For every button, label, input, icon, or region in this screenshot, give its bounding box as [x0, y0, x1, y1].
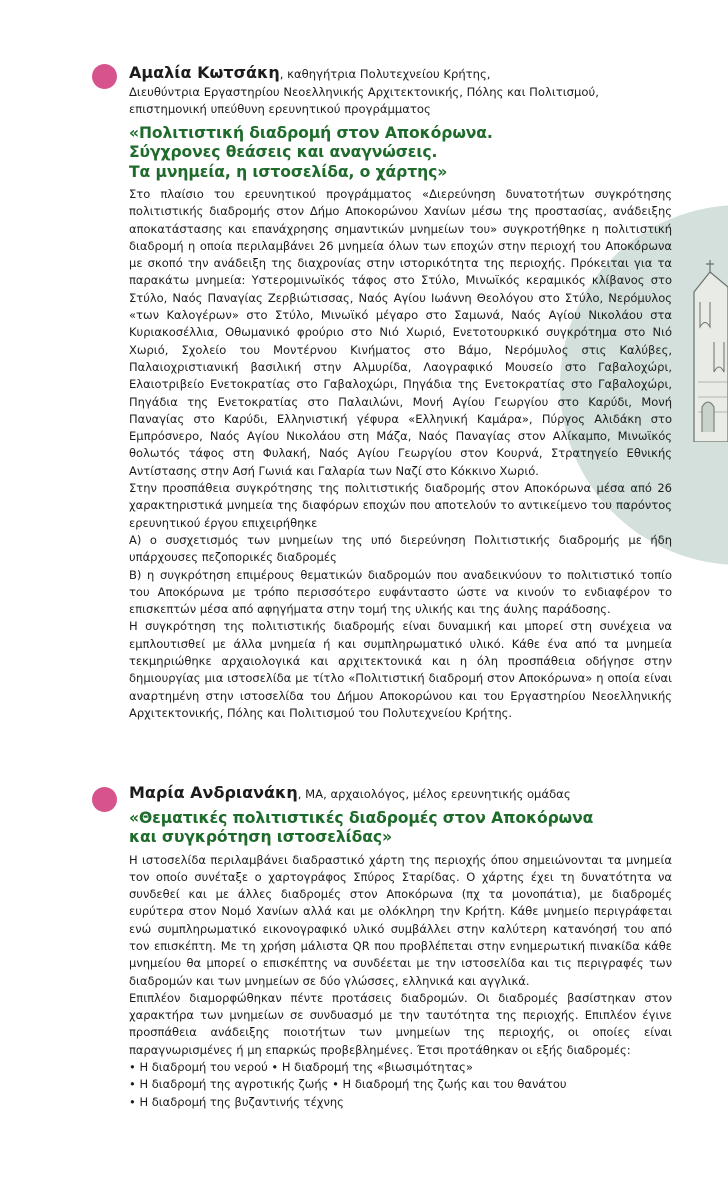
author-role-line3: επιστημονική υπεύθυνη ερευνητικού προγράμματος — [129, 102, 431, 116]
section-bullet — [92, 64, 117, 89]
paragraph: Β) η συγκρότηση επιμέρους θεματικών διαδρομών που αναδεικνύουν το πολιτιστικό τοπίο του Αποκόρωνα με τρόπο περισσότερο ευφάνταστο ώστε να κινούν το ενδιαφέρον το επισκεπτών μέσα από αφηγήματα στην τομή της υλικής και της άυλης παράδοσης. — [129, 567, 672, 617]
paragraph: Επιπλέον διαμορφώθηκαν πέντε προτάσεις διαδρομών. Οι διαδρομές βασίστηκαν στον χαρακτήρα των μνημείων σε συνδυασμό με την ταυτότητα της περιοχής. Επιπλέον έγινε προσπάθεια ανάδειξης ποιοτήτων των μνημείων της περιοχής, οι οποίες είναι παραγνωρισμένες ή μη επαρκώς προβεβλημένες. Έτσι προτάθηκαν οι εξής διαδρομές: — [129, 990, 672, 1057]
title-line: «Θεματικές πολιτιστικές διαδρομές στον Αποκόρωνα — [129, 808, 594, 827]
paragraph: Στην προσπάθεια συγκρότησης της πολιτιστικής διαδρομής στον Αποκόρωνα μέσα από 26 χαρακτηριστικά μνημεία της διαφόρων εποχών που αποτελούν το αντικείμενο του παρόντος ερευνητικού έργου επιχειρήθηκε — [129, 481, 672, 530]
author-name: Αμαλία Κωτσάκη — [129, 63, 280, 82]
section-title — [129, 809, 672, 848]
section-bullet — [92, 787, 117, 812]
list-item: • Η διαδρομή της βυζαντινής τέχνης — [129, 1094, 344, 1109]
section-body — [129, 186, 672, 722]
section-andrianaki — [92, 784, 672, 1111]
title-line: Σύγχρονες θεάσεις και αναγνώσεις. — [129, 143, 438, 161]
section-title — [129, 124, 672, 183]
paragraph: Η συγκρότηση της πολιτιστικής διαδρομής είναι δυναμική και μπορεί στη συνέχεια να εμπλουτισθεί με άλλα μνημεία ή και συμπληρωματικό υλικό. Κάθε ένα από τα μνημεία τεκμηριώθηκε αρχαιολογικά και αρχιτεκτονικά και η όλη προσπάθεια οδήγησε στην δημιουργίας μια ιστοσελίδα με τίτλο «Πολιτιστική διαδρομή στον Αποκόρωνα» η οποία είναι αναρτημένη στην ιστοσελίδα του Δήμου Αποκορώνου και του Εργαστηρίου Νεοελληνικής Αρχιτεκτονικής, Πόλης και Πολιτισμού του Πολυτεχνείου Κρήτης. — [129, 619, 672, 720]
list-item: • Η διαδρομή του νερού • Η διαδρομή της «βιωσιμότητας» — [129, 1060, 473, 1075]
paragraph: Η ιστοσελίδα περιλαμβάνει διαδραστικό χάρτη της περιοχής όπου σημειώνονται τα μνημεία τον οποίο συνέταξε ο χαρτογράφος Σπύρος Σταρίδας. Ο χάρτης έχει τη δυνατότητα να συνδεθεί και με άλλες διαδρομές στον Αποκόρωνα (πχ τα μονοπάτια), με διαδρομές ευρύτερα στον Νομό Χανίων αλλά και με ολόκληρη την Κρήτη. Κάθε μνημείο περιγράφεται ενώ συμπληρωματικό εικονογραφικό υλικό συμβάλλει στην καλύτερη κατανόησή του από τον επισκέπτη. Με τη χρήση μάλιστα QR που προβλέπεται στην ενημερωτική πινακίδα κάθε μνημείου θα μπορεί ο επισκέπτης να συνδέεται με την ιστοσελίδα και τις περιγραφές των διαδρομών και των μνημείων σε δύο γλώσσες, ελληνικά και αγγλικά. — [129, 852, 672, 988]
author-block — [129, 64, 672, 119]
section-kotsaki — [92, 64, 672, 722]
title-line: «Πολιτιστική διαδρομή στον Αποκόρωνα. — [129, 123, 493, 142]
section-body — [129, 852, 672, 1111]
author-role-line2: Διευθύντρια Εργαστηρίου Νεοελληνικής Αρχιτεκτονικής, Πόλης και Πολιτισμού, — [129, 84, 599, 99]
list-item: • Η διαδρομή της αγροτικής ζωής • Η διαδρομή της ζωής και του θανάτου — [129, 1077, 567, 1092]
author-block — [129, 784, 672, 804]
title-line: και συγκρότηση ιστοσελίδας» — [129, 828, 392, 846]
author-role: , MA, αρχαιολόγος, μέλος ερευνητικής ομάδας — [297, 787, 571, 801]
author-name: Μαρία Ανδριανάκη — [129, 783, 298, 802]
paragraph: Α) ο συσχετισμός των μνημείων της υπό διερεύνηση Πολιτιστικής διαδρομής με ήδη υπάρχουσες πεζοπορικές διαδρομές — [129, 532, 672, 565]
paragraph: Στο πλαίσιο του ερευνητικού προγράμματος «Διερεύνηση δυνατοτήτων συγκρότησης πολιτιστικής διαδρομής στον Δήμο Αποκορώνου Χανίων μέσω της προστασίας, ανάδειξης αποκατάστασης και επανάχρησης σημαντικών μνημείων του» συγκροτήθηκε η πολιτιστική διαδρομή η οποία περιλαμβάνει 26 μνημεία όλων των εποχών στην περιοχή του Αποκόρωνα με σκοπό την ανάδειξη της διαχρονίας στην ιστορικότητα της περιοχής. Πρόκειται για τα παρακάτω μνημεία: Υστερομινωϊκός τάφος στο Στύλο, Μινωϊκός κεραμικός κλίβανος στο Στύλο, Ναός Παναγίας Ζερβιώτισσας, Ναός Αγίου Ιωάννη Θεολόγου στο Στύλο, Νερόμυλος «των Καλογέρων» στο Στύλο, Μινωϊκό μέγαρο στο Σαμωνά, Ναός Αγίου Νικολάου στα Κυριακοσέλλια, Οθωμανικό φρούριο στο Νιό Χωριό, Ενετοτουρκικό συγκρότημα στο Νιό Χωριό, Σχολείο του Μοντέρνου Κινήματος στο Βάμο, Νερόμυλος στις Καλύβες, Παλαιοχριστιανική βασιλική στην Αλμυρίδα, Λαογραφικό Μουσείο στο Γαβαλοχώρι, Ελαιοτριβείο Ενετοκρατίας στο Γαβαλοχώρι, Πηγάδια της Ενετοκρατίας στο Γαβαλοχώρι, Πηγάδια της Ενετοκρατίας στο Παλαιλώνι, Μονή Αγίου Γεωργίου στο Καρύδι, Μονή Παναγίας στο Καρύδι, Ελληνιστική γέφυρα «Ελληνική Καμάρα», Πύργος Αλιδάκη στο Εμπρόσνερο, Ναός Αγίου Νικολάου στη Μάζα, Ναός Παναγίας στον Αλίκαμπο, Μινωϊκός θολωτός τάφος στη Φυλακή, Ναός Αγίου Γεωργίου στον Κουρνά, Στρατηγείο Εθνικής Αντίστασης στην Ασή Γωνιά και Γαλαρία των Ναζί στο Κόκκινο Χωριό. — [129, 187, 672, 478]
church-illustration-icon — [688, 232, 728, 442]
title-line: Τα μνημεία, η ιστοσελίδα, ο χάρτης» — [129, 162, 448, 181]
author-role: , καθηγήτρια Πολυτεχνείου Κρήτης, — [279, 67, 491, 81]
